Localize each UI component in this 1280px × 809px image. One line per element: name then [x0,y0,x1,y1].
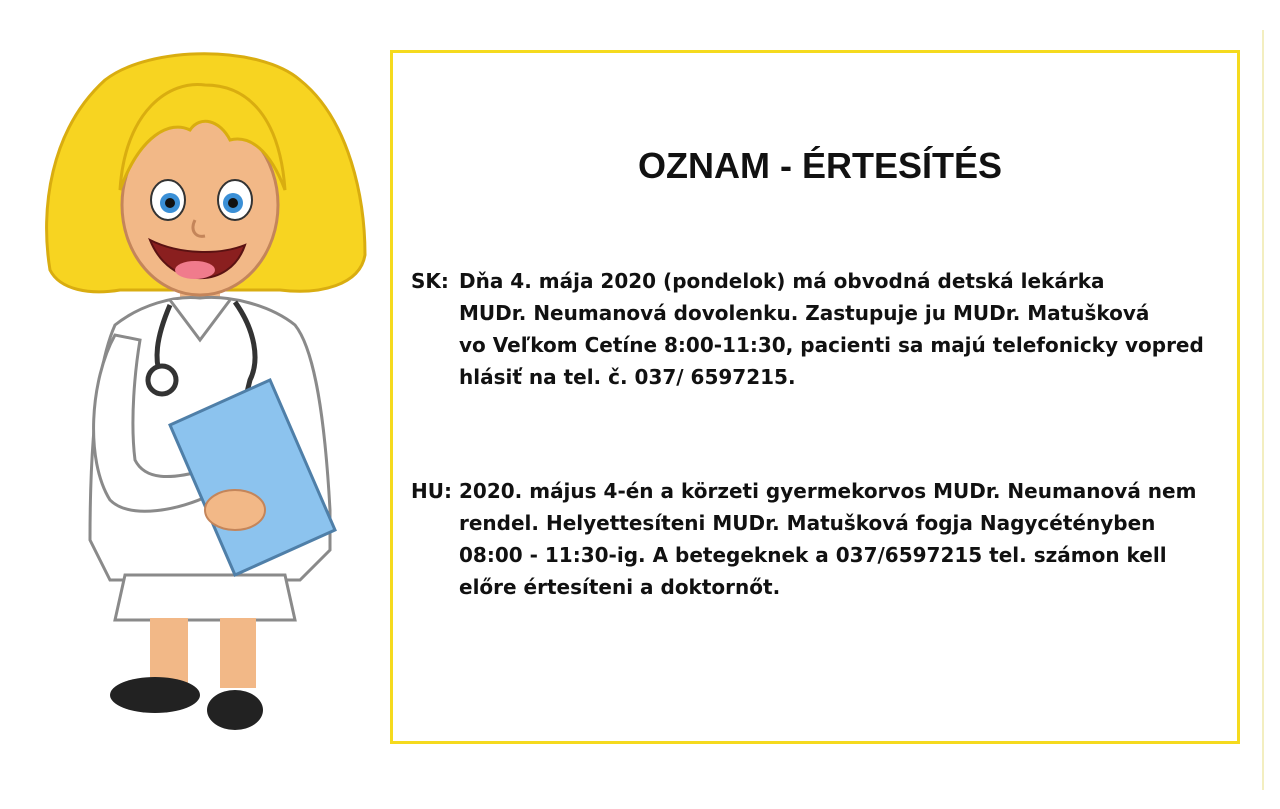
language-label-sk: SK: [411,269,449,293]
notice-title: OZNAM - ÉRTESÍTÉS [637,145,1002,186]
notice-line: rendel. Helyettesíteni MUDr. Matušková fogja Nagycétényben [459,511,1156,535]
notice-line: vo Veľkom Cetíne 8:00-11:30, pacienti sa majú telefonicky vopred [459,333,1204,357]
notice-line: MUDr. Neumanová dovolenku. Zastupuje ju MUDr. Matušková [459,301,1150,325]
notice-paragraph-sk [411,265,1204,393]
doctor-illustration-icon [30,40,370,740]
notice-text: Dňa 4. mája 2020 (pondelok) má obvodná detská lekárka [459,269,1105,293]
notice-line: hlásiť na tel. č. 037/ 6597215. [459,365,796,389]
notice-text: 2020. május 4-én a körzeti gyermekorvos MUDr. Neumanová nem [459,479,1197,503]
notice-box [390,50,1240,744]
notice-line: 08:00 - 11:30-ig. A betegeknek a 037/6597215 tel. számon kell [459,543,1167,567]
notice-line [411,475,1196,507]
notice-paragraph-hu [411,475,1196,603]
side-divider [1262,30,1264,790]
language-label-hu: HU: [411,479,452,503]
notice-line [411,265,1204,297]
notice-line: előre értesíteni a doktornőt. [459,575,781,599]
